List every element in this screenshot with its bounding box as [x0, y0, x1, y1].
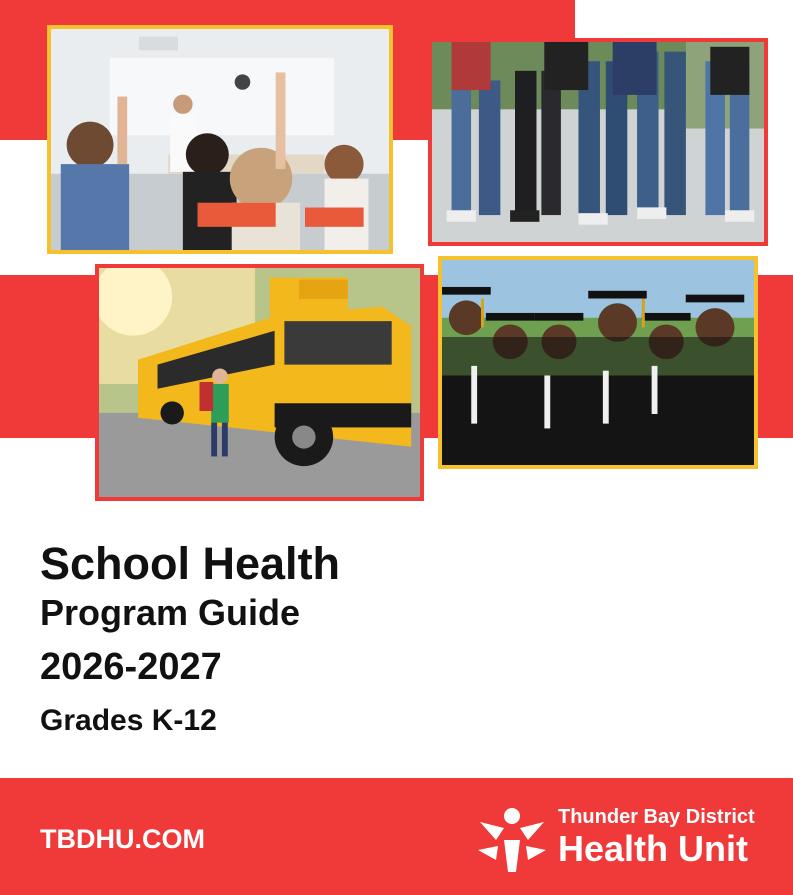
logo-org-line1: Thunder Bay District: [558, 806, 755, 828]
title-school-health: School Health: [40, 538, 341, 589]
school-bus-photo: [95, 264, 424, 501]
students-walking-photo: [428, 38, 768, 246]
health-unit-logo-icon: [474, 800, 550, 875]
website-url[interactable]: TBDHU.COM: [40, 824, 205, 854]
subtitle-program-guide: Program Guide: [40, 592, 301, 633]
grades-label: Grades K-12: [40, 704, 217, 737]
classroom-photo: [47, 25, 393, 254]
school-year: 2026-2027: [40, 646, 222, 688]
graduates-photo: [438, 256, 758, 469]
health-unit-logo: [474, 800, 764, 875]
logo-org-line2: Health Unit: [558, 828, 749, 869]
